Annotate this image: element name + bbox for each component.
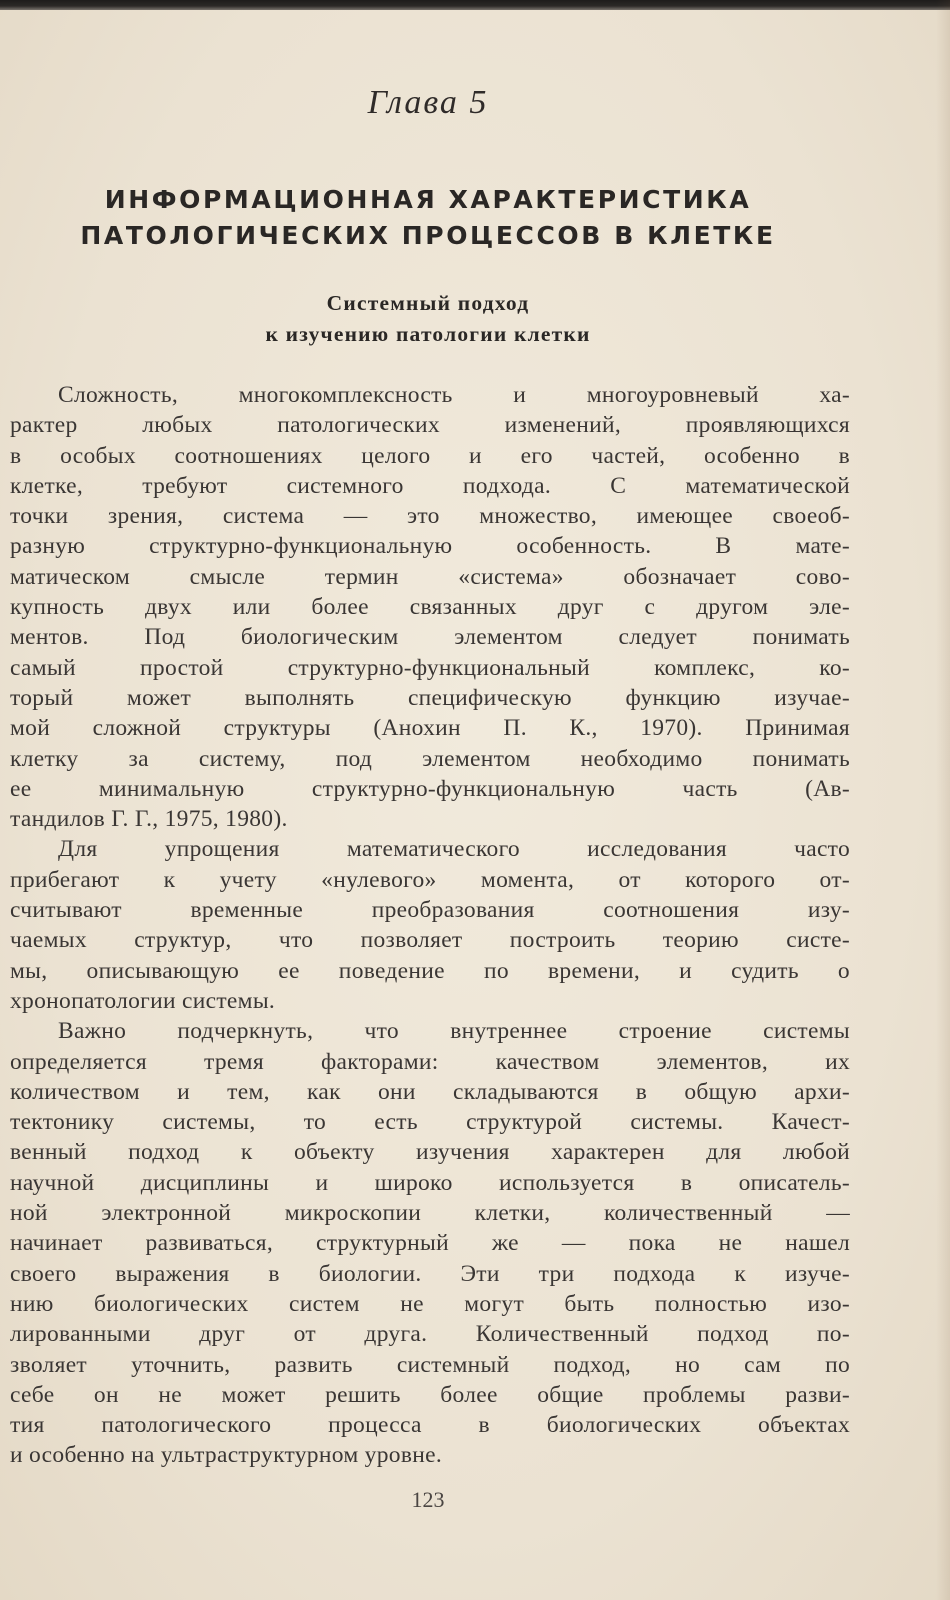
- paragraph-line: зволяет уточнить, развить системный подход, но сам по: [10, 1351, 850, 1378]
- paragraph-line: мы, описывающую ее поведение по времени, и судить о: [10, 957, 850, 984]
- paragraph-line: определяется тремя факторами: качеством элементов, их: [10, 1048, 850, 1075]
- body-text: [10, 380, 850, 1471]
- paragraph-line: матическом смысле термин «система» обозначает сово-: [10, 563, 850, 590]
- paragraph-line: Для упрощения математического исследования часто: [58, 836, 850, 863]
- paragraph-line: ее минимальную структурно-функциональную часть (Ав-: [10, 775, 850, 802]
- paragraph-line: тия патологического процесса в биологических объектах: [10, 1412, 850, 1439]
- chapter-title-line-1: ИНФОРМАЦИОННАЯ ХАРАКТЕРИСТИКА: [104, 185, 752, 214]
- paragraph-line: самый простой структурно-функциональный комплекс, ко-: [10, 654, 850, 681]
- paragraph: [10, 834, 850, 1016]
- paragraph-line: в особых соотношениях целого и его частей, особенно в: [10, 442, 850, 469]
- paragraph-line: считывают временные преобразования соотношения изу-: [10, 897, 850, 924]
- paragraph-line: прибегают к учету «нулевого» момента, от которого от-: [10, 866, 850, 893]
- paragraph-line: и особенно на ультраструктурном уровне.: [10, 1442, 443, 1469]
- paragraph-line: количеством и тем, как они складываются в общую архи-: [10, 1078, 850, 1105]
- paragraph-line: разную структурно-функциональную особенность. В мате-: [10, 533, 850, 560]
- section-title: [0, 288, 856, 350]
- page-top-edge-shadow: [0, 0, 950, 10]
- page-right-edge-shadow: [936, 0, 950, 1600]
- paragraph-line: лированными друг от друга. Количественный подход по-: [10, 1321, 850, 1348]
- paragraph-line: рактер любых патологических изменений, проявляющихся: [10, 412, 850, 439]
- chapter-heading: Глава 5: [367, 84, 489, 121]
- chapter-title-line-2: ПАТОЛОГИЧЕСКИХ ПРОЦЕССОВ В КЛЕТКЕ: [80, 221, 776, 250]
- paragraph: [10, 1016, 850, 1470]
- paragraph-line: купность двух или более связанных друг с другом эле-: [10, 594, 850, 621]
- paragraph-line: тандилов Г. Г., 1975, 1980).: [10, 806, 288, 833]
- chapter-title: [0, 182, 856, 254]
- paragraph-line: клетку за систему, под элементом необходимо понимать: [10, 745, 850, 772]
- section-title-line-2: к изучению патологии клетки: [265, 322, 591, 346]
- paragraph-line: ментов. Под биологическим элементом следует понимать: [10, 624, 850, 651]
- paragraph-line: клетке, требуют системного подхода. С математической: [10, 472, 850, 499]
- paragraph-line: ной электронной микроскопии клетки, количественный —: [10, 1200, 850, 1227]
- paragraph-line: тектонику системы, то есть структурой системы. Качест-: [10, 1109, 850, 1136]
- paragraph-line: научной дисциплины и широко используется в описатель-: [10, 1169, 850, 1196]
- paragraph-line: своего выражения в биологии. Эти три подхода к изуче-: [10, 1260, 850, 1287]
- page-number: 123: [411, 1487, 445, 1512]
- paragraph-line: хронопатологии системы.: [10, 987, 276, 1014]
- paragraph-line: Сложность, многокомплексность и многоуровневый ха-: [58, 382, 850, 408]
- paragraph-line: точки зрения, система — это множество, имеющее своеоб-: [10, 503, 850, 530]
- section-title-line-1: Системный подход: [326, 291, 530, 315]
- paragraph-line: венный подход к объекту изучения характерен для любой: [10, 1139, 850, 1166]
- paragraph-line: Важно подчеркнуть, что внутреннее строение системы: [58, 1018, 850, 1045]
- paragraph-line: себе он не может решить более общие проблемы разви-: [10, 1381, 850, 1408]
- paragraph-line: чаемых структур, что позволяет построить теорию систе-: [10, 927, 850, 954]
- paragraph-line: нию биологических систем не могут быть полностью изо-: [10, 1290, 850, 1317]
- paragraph-line: торый может выполнять специфическую функцию изучае-: [10, 684, 850, 711]
- paragraph: [10, 380, 850, 834]
- paragraph-line: начинает развиваться, структурный же — пока не нашел: [10, 1230, 850, 1257]
- paragraph-line: мой сложной структуры (Анохин П. К., 1970). Принимая: [10, 715, 850, 742]
